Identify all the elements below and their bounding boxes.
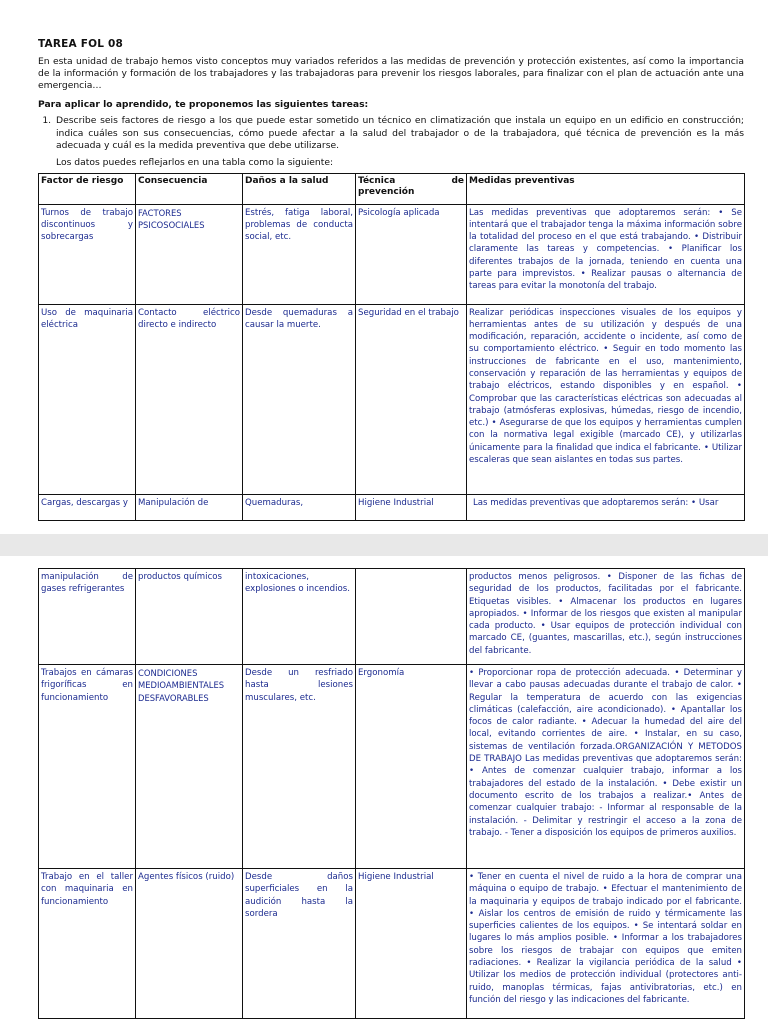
header-factor: Factor de riesgo: [39, 173, 136, 204]
cell-tecnica: Seguridad en el trabajo: [356, 304, 467, 494]
cell-medidas: • Proporcionar ropa de protección adecuada. • Determinar y llevar a cabo pausas adecuadas durante el trabajo de calor. • Regular la temperatura de acuerdo con las exigencias climáticas (calefacción, aire acondicionado). • Apantallar los focos de calor radiante. • Adecuar la humedad del aire del local, evitando corrientes de aire. • Instalar, en su caso, sistemas de ventilación forzada.ORGANIZACIÓN Y METODOS DE TRABAJO Las medidas preventivas que adoptaremos serán: • Antes de comenzar cualquier trabajo, informar a los trabajadores del estado de la instalación. • Debe existir un documento escrito de los trabajos a realizar.• Antes de comenzar cualquier trabajo: - Informar al responsable de la instalación. - Delimitar y restringir el acceso a la zona de trabajo. - Tener a disposición los equipos de primeros auxilios.: [467, 665, 745, 869]
task-list: [38, 115, 744, 153]
tasks-heading: Para aplicar lo aprendido, te proponemos las siguientes tareas:: [38, 99, 369, 110]
cell-factor: Trabajos en cámaras frigoríficas en funcionamiento: [39, 665, 136, 869]
cell-danos: Desde un resfriado hasta lesiones musculares, etc.: [243, 665, 356, 869]
cell-tecnica: Higiene Industrial: [356, 494, 467, 520]
cell-consecuencia: FACTORES PSICOSOCIALES: [136, 204, 243, 304]
cell-consecuencia: Contacto eléctrico directo e indirecto: [136, 304, 243, 494]
cell-medidas: Realizar periódicas inspecciones visuales de los equipos y herramientas antes de su utilización y después de una modificación, reparación, accidente o incidente, así como de su comportamiento eléctrico. • Seguir en todo momento las instrucciones de fabricante en el uso, mantenimiento, conservación y reparación de las herramientas y equipos de trabajo eléctricos, estando disponibles y en español. • Comprobar que las características eléctricas son adecuadas al trabajo (atmósferas explosivas, húmedas, riesgo de incendio, etc.) • Asegurarse de que los equipos y herramientas cumplen con la normativa legal exigible (marcado CE), y utilizarlas únicamente para la finalidad que indica el fabricante. • Utilizar escaleras que sean aislantes en todas sus partes.: [467, 304, 745, 494]
intro-paragraph: En esta unidad de trabajo hemos visto conceptos muy variados referidos a las medidas de prevención y protección existentes, así como la importancia de la información y formación de los trabajadores y las trabajadoras para prevenir los riesgos laborales, para finalizar con el plan de actuación ante una emergencia…: [38, 56, 744, 91]
cell-consecuencia: productos químicos: [136, 569, 243, 665]
cell-factor: Cargas, descargas y: [39, 494, 136, 520]
table-row: [39, 569, 745, 665]
table-header-row: [39, 173, 745, 204]
cell-medidas: Las medidas preventivas que adoptaremos serán: • Usar: [467, 494, 745, 520]
cell-tecnica: [356, 569, 467, 665]
cell-medidas: Las medidas preventivas que adoptaremos serán: • Se intentará que el trabajador tenga la máxima información sobre la totalidad del proceso en el que está trabajando. • Distribuir claramente las tareas y competencias. • Planificar los diferentes trabajos de la jornada, teniendo en cuenta una parte para imprevistos. • Realizar pausas o alternancia de tareas para evitar la monotonía del trabajo.: [467, 204, 745, 304]
cell-danos: intoxicaciones, explosiones o incendios.: [243, 569, 356, 665]
cell-consecuencia: CONDICIONES MEDIOAMBIENTALES DESFAVORABLES: [136, 665, 243, 869]
header-tecnica-prevencion: prevención: [358, 187, 415, 197]
table-note: Los datos puedes reflejarlos en una tabla como la siguiente:: [56, 156, 334, 168]
cell-consecuencia: Agentes físicos (ruido): [136, 869, 243, 1019]
cell-consecuencia: Manipulación de: [136, 494, 243, 520]
cell-tecnica: Psicología aplicada: [356, 204, 467, 304]
header-consecuencia: Consecuencia: [136, 173, 243, 204]
table-row: [39, 869, 745, 1019]
risk-table-part-2: [38, 568, 745, 1019]
table-row: [39, 204, 745, 304]
cell-danos: Desde quemaduras a causar la muerte.: [243, 304, 356, 494]
cell-tecnica: Ergonomía: [356, 665, 467, 869]
cell-danos: Quemaduras,: [243, 494, 356, 520]
header-tecnica: [356, 173, 467, 204]
table-row: [39, 304, 745, 494]
cell-medidas: productos menos peligrosos. • Disponer de las fichas de seguridad de los productos, facilitadas por el fabricante. Etiquetas visibles. • Almacenar los productos en lugares apropiados. • Informar de los riesgos que existen al manipular cada producto. • Usar equipos de protección individual con marcado CE, (guantes, mascarillas, etc.), según instrucciones del fabricante.: [467, 569, 745, 665]
document-title: TAREA FOL 08: [38, 38, 123, 50]
cell-factor: Trabajo en el taller con maquinaria en funcionamiento: [39, 869, 136, 1019]
document-page-2: [0, 556, 768, 1024]
cell-factor: Uso de maquinaria eléctrica: [39, 304, 136, 494]
header-danos: Daños a la salud: [243, 173, 356, 204]
table-row: [39, 494, 745, 520]
cell-factor: Turnos de trabajo discontinuos y sobrecargas: [39, 204, 136, 304]
header-medidas: Medidas preventivas: [467, 173, 745, 204]
task-item-1: 1. Describe seis factores de riesgo a los que puede estar sometido un técnico en climatización que instala un equipo en un edificio en construcción; indica cuáles son sus consecuencias, cómo puede afectar a la salud del trabajador o de la trabajadora, qué técnica de prevención es la más adecuada y cuál es la medida preventiva que debe utilizarse.: [54, 115, 744, 153]
page-1-content: [38, 38, 744, 521]
cell-danos: Desde daños superficiales en la audición hasta la sordera: [243, 869, 356, 1019]
cell-tecnica: Higiene Industrial: [356, 869, 467, 1019]
cell-factor: manipulación de gases refrigerantes: [39, 569, 136, 665]
cell-medidas: • Tener en cuenta el nivel de ruido a la hora de comprar una máquina o equipo de trabajo. • Efectuar el mantenimiento de la maquinaria y equipos de trabajo indicado por el fabricante. • Aislar los centros de emisión de ruido y térmicamente las superficies calientes de los equipos. • Se intentará soldar en lugares lo más amplios posible. • Informar a los trabajadores sobre los riesgos de trabajar con equipos que emiten radiaciones. • Realizar la vigilancia periódica de la salud • Utilizar los medios de protección individual (protectores anti-ruido, manoplas térmicas, fajas antivibratorias, etc.) en función del riesgo y las indicaciones del fabricante.: [467, 869, 745, 1019]
header-tecnica-de: de: [451, 175, 464, 186]
page-2-content: [38, 568, 744, 1019]
table-row: [39, 665, 745, 869]
risk-table-part-1: [38, 173, 745, 521]
cell-danos: Estrés, fatiga laboral, problemas de conducta social, etc.: [243, 204, 356, 304]
header-tecnica-word: Técnica: [358, 175, 396, 186]
